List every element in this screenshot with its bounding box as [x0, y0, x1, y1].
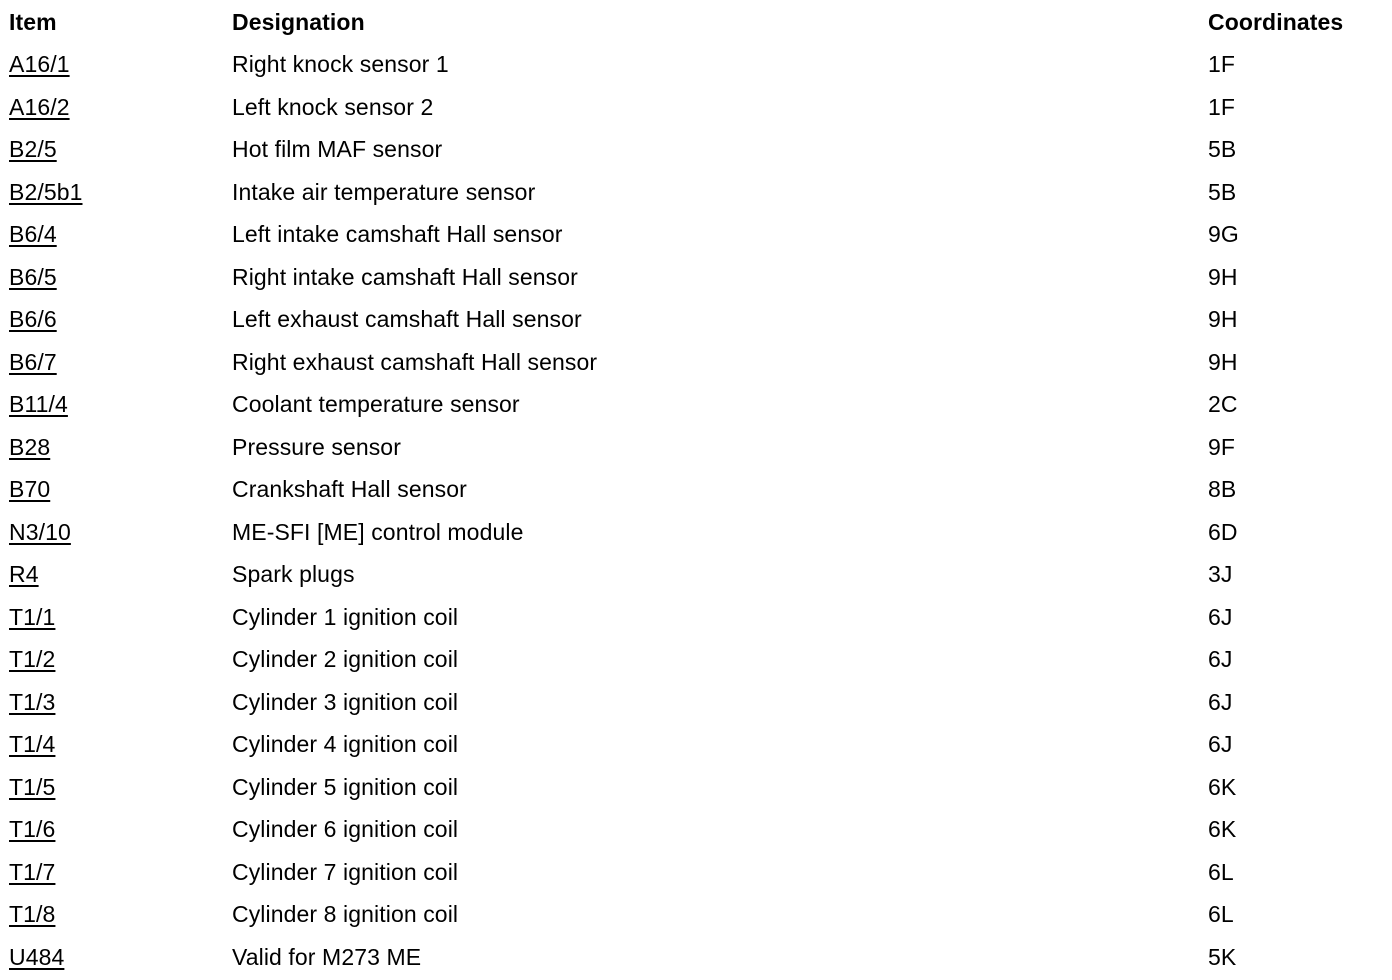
designation-cell: Cylinder 2 ignition coil	[232, 646, 459, 672]
item-link[interactable]: B6/6	[9, 306, 57, 332]
table-row	[0, 299, 1392, 339]
coordinates-cell: 9F	[1208, 434, 1236, 460]
coordinates-cell: 2C	[1208, 391, 1238, 417]
designation-cell: Cylinder 6 ignition coil	[232, 816, 459, 842]
designation-cell: Right intake camshaft Hall sensor	[232, 264, 578, 290]
item-link[interactable]: B2/5	[9, 136, 57, 162]
table-row	[0, 469, 1392, 509]
item-link[interactable]: B11/4	[9, 391, 68, 417]
table-row	[0, 384, 1392, 424]
table-row	[0, 767, 1392, 807]
designation-cell: Cylinder 1 ignition coil	[232, 604, 459, 630]
designation-cell: Left knock sensor 2	[232, 94, 434, 120]
designation-cell: Hot film MAF sensor	[232, 136, 443, 162]
item-link[interactable]: B2/5b1	[9, 179, 83, 205]
item-link[interactable]: U484	[9, 944, 65, 970]
item-link[interactable]: B70	[9, 476, 51, 502]
coordinates-cell: 6J	[1208, 731, 1233, 757]
item-link[interactable]: T1/1	[9, 604, 56, 630]
table-row	[0, 172, 1392, 212]
designation-cell: Cylinder 7 ignition coil	[232, 859, 459, 885]
coordinates-cell: 3J	[1208, 561, 1233, 587]
table-row	[0, 724, 1392, 764]
item-link[interactable]: B28	[9, 434, 51, 460]
designation-cell: ME-SFI [ME] control module	[232, 519, 524, 545]
designation-cell: Intake air temperature sensor	[232, 179, 536, 205]
table-row	[0, 809, 1392, 849]
item-link[interactable]: A16/1	[9, 51, 70, 77]
coordinates-cell: 5K	[1208, 944, 1237, 970]
coordinates-cell: 6K	[1208, 774, 1237, 800]
designation-cell: Pressure sensor	[232, 434, 401, 460]
table-row	[0, 44, 1392, 84]
table-row	[0, 512, 1392, 552]
designation-cell: Spark plugs	[232, 561, 355, 587]
coordinates-cell: 5B	[1208, 136, 1237, 162]
table-row	[0, 554, 1392, 594]
table-row	[0, 129, 1392, 169]
coordinates-cell: 6J	[1208, 646, 1233, 672]
coordinates-cell: 1F	[1208, 94, 1236, 120]
header-coordinates: Coordinates	[1208, 9, 1344, 35]
table-row	[0, 257, 1392, 297]
designation-cell: Crankshaft Hall sensor	[232, 476, 467, 502]
designation-cell: Cylinder 3 ignition coil	[232, 689, 459, 715]
coordinates-cell: 6L	[1208, 901, 1234, 927]
item-link[interactable]: B6/7	[9, 349, 57, 375]
item-link[interactable]: T1/2	[9, 646, 56, 672]
designation-cell: Coolant temperature sensor	[232, 391, 520, 417]
item-link[interactable]: N3/10	[9, 519, 71, 545]
designation-cell: Left intake camshaft Hall sensor	[232, 221, 563, 247]
table-row	[0, 597, 1392, 637]
coordinates-cell: 6K	[1208, 816, 1237, 842]
item-link[interactable]: T1/5	[9, 774, 56, 800]
item-link[interactable]: B6/5	[9, 264, 57, 290]
coordinates-cell: 9G	[1208, 221, 1239, 247]
table-row	[0, 894, 1392, 934]
header-designation: Designation	[232, 9, 365, 35]
coordinates-cell: 8B	[1208, 476, 1237, 502]
table-row	[0, 214, 1392, 254]
table-row	[0, 937, 1392, 977]
item-link[interactable]: A16/2	[9, 94, 70, 120]
designation-cell: Cylinder 5 ignition coil	[232, 774, 459, 800]
item-link[interactable]: T1/8	[9, 901, 56, 927]
item-link[interactable]: T1/7	[9, 859, 56, 885]
table-row	[0, 852, 1392, 892]
table-row	[0, 639, 1392, 679]
item-link[interactable]: T1/4	[9, 731, 56, 757]
coordinates-cell: 5B	[1208, 179, 1237, 205]
item-link[interactable]: T1/3	[9, 689, 56, 715]
coordinates-cell: 9H	[1208, 264, 1238, 290]
designation-cell: Right exhaust camshaft Hall sensor	[232, 349, 598, 375]
item-link[interactable]: R4	[9, 561, 39, 587]
coordinates-cell: 9H	[1208, 349, 1238, 375]
designation-cell: Cylinder 8 ignition coil	[232, 901, 459, 927]
item-link[interactable]: T1/6	[9, 816, 56, 842]
designation-cell: Cylinder 4 ignition coil	[232, 731, 459, 757]
item-link[interactable]: B6/4	[9, 221, 57, 247]
table-row	[0, 682, 1392, 722]
coordinates-cell: 6J	[1208, 604, 1233, 630]
designation-cell: Valid for M273 ME	[232, 944, 422, 970]
table-row	[0, 427, 1392, 467]
coordinates-cell: 1F	[1208, 51, 1236, 77]
coordinates-cell: 6D	[1208, 519, 1238, 545]
coordinates-cell: 6J	[1208, 689, 1233, 715]
table-row	[0, 342, 1392, 382]
coordinates-cell: 9H	[1208, 306, 1238, 332]
table-header-row	[0, 2, 1392, 42]
coordinates-cell: 6L	[1208, 859, 1234, 885]
header-item: Item	[9, 9, 57, 35]
designation-cell: Left exhaust camshaft Hall sensor	[232, 306, 582, 332]
table-row	[0, 87, 1392, 127]
designation-cell: Right knock sensor 1	[232, 51, 449, 77]
